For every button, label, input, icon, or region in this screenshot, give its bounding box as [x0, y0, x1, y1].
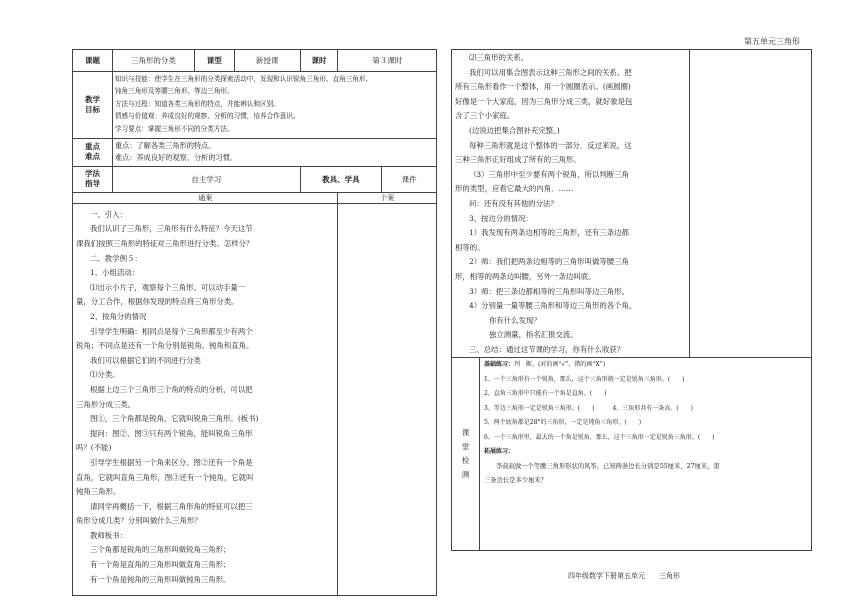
- goal-line: 方法与过程：知道各类三角形的特点，并能辨认和区别。: [114, 99, 280, 108]
- body-line: 含了三个小家庭。: [455, 111, 515, 121]
- body-line: 我们可以根据它们的不同进行分类: [90, 355, 201, 365]
- key-point: 重点：了解各类三角形的特点。: [114, 141, 216, 150]
- quiz-item: 2、直角三角形中只能有一个角是直角。( ): [483, 390, 607, 398]
- key-label: 重点难点: [73, 139, 113, 167]
- extension-label: 拓展练习：: [483, 448, 514, 456]
- body-line: 有一个角是钝角的三角形叫做钝角三角形。: [90, 574, 231, 584]
- body-line: 我们可以用集合图表示这种三角形之间的关系。把: [469, 67, 632, 77]
- basic-practice-label: 基础练习：: [483, 361, 514, 369]
- body-line: 钝角三角形。: [76, 487, 121, 497]
- body-line: 请同学再概括一下，根据三角形角的特征可以把三: [90, 501, 253, 511]
- body-line: 引导学生明确：相同点是每个三角形都至少有两个: [90, 326, 253, 336]
- method-label: 学法指导: [73, 166, 113, 192]
- body-line: 2）师：我们把两条边相等的三角形叫做等腰三角: [469, 257, 629, 267]
- body-line: （3）三角形中至少要有两个锐角，所以判断三角: [469, 169, 629, 179]
- body-line: 3）师：把三条边都相等的三角形叫等边三角形。: [469, 286, 629, 296]
- extension-line: 李叔叔做一个等腰三角形形状的风筝，已知两条边长分别是55厘米，27厘米，第: [495, 462, 720, 470]
- body-line: 好像是一个大家庭，因为三角形分成三类，就好象是包: [455, 96, 633, 106]
- body-line: 形，相等的两条边叫腰，另外一条边叫底。: [455, 271, 596, 281]
- quiz-item: 1、一个三角形有一个锐角，那么，这个三角形就一定是锐角三角形。( ): [483, 375, 685, 383]
- tools-value: 课件: [382, 166, 437, 192]
- body-line: 引导学生根据另一个角来区分。图②还有一个角是: [90, 457, 253, 467]
- ke-shi-label: 课时: [300, 50, 338, 72]
- goal-line: 学习要点：掌握三角形不同的分类方法。: [114, 124, 234, 133]
- goal-line: 知识与技能：使学生在三角形的分类探索活动中，发现和认识锐角三角形、直角三角形、: [114, 75, 373, 83]
- body-line: 图①，三个角都是锐角，它就叫锐角三角形。(板书): [90, 414, 259, 424]
- body-line: 二、教学例５：: [90, 253, 142, 263]
- header-unit-label: 第五单元三角形: [744, 37, 800, 46]
- basic-practice-instruction: 判 断。(对的画“√”，错的画“X”): [514, 361, 606, 369]
- quiz-item: 3、等边三角形一定是锐角三角形。( ) 4、三角形共有一条高。( ): [483, 404, 693, 412]
- lesson-body: [73, 203, 338, 595]
- body-line: 有一个角是直角的三角形叫做直角三角形；: [90, 560, 231, 570]
- body-line: 一、引入：: [90, 209, 127, 219]
- body-line: 课我们按照三角形的特征对三角形进行分类。怎样分？: [76, 239, 254, 248]
- left-lesson-table: [72, 49, 437, 596]
- body-line: ⑵三角形的关系。: [469, 53, 529, 62]
- body-line: ⑴出示小片子，观察每个三角形。可以动手量一: [90, 282, 246, 292]
- body-line: 问：还有没有其他的分法？: [469, 198, 558, 208]
- ke-ti-label: 课题: [73, 50, 113, 72]
- body-line: 2、按角分的情况: [90, 311, 147, 321]
- body-line: 三种三角形正好组成了所有的三角形。: [455, 155, 581, 165]
- right-lesson-body: [452, 50, 690, 358]
- right-personal-notes-cell: [689, 50, 811, 358]
- tools-label: 教具、学具: [300, 166, 382, 192]
- body-line: 所有三角形看作一个整体，用一个圆圈表示。(画圆圈): [455, 82, 631, 92]
- goals-cell: [112, 72, 436, 139]
- col-common-header: 通案: [73, 192, 338, 203]
- body-line: 三个角都是锐角的三角形叫做锐角三角形；: [90, 545, 231, 555]
- quiz-item: 6、一个三角形里，最大的一个角是锐角，那么，这个三角形一定是锐角三角形。( ): [483, 433, 715, 441]
- body-line: 提问：图②、图③只有两个锐角，能叫锐角三角形: [90, 428, 253, 438]
- personal-notes-cell: [338, 203, 437, 595]
- body-line: 直角，它就叫直角三角形，图③还有一个钝角，它就叫: [76, 472, 254, 482]
- body-line: 我们认识了三角形，三角形有什么特征？今天这节: [90, 224, 253, 234]
- body-line: 你有什么发现？: [489, 315, 541, 325]
- key-cell: [112, 139, 436, 167]
- ke-xing-label: 课型: [194, 50, 234, 72]
- body-line: 量，分工合作，根据你发现的特点将三角形分类。: [76, 297, 239, 307]
- body-line: 每种三角形就是这个整体的一部分．反过来说，这: [469, 140, 632, 150]
- extension-line: 三条边长是多少厘米？: [483, 477, 547, 485]
- method-value: 自主学习: [112, 166, 300, 192]
- body-line: 1、小组活动：: [90, 268, 140, 278]
- test-cell: [479, 358, 811, 551]
- body-line: 吗？(不能): [76, 443, 112, 453]
- body-line: ⑴分类。: [90, 370, 120, 380]
- ke-xing-value: 新授课: [234, 50, 300, 72]
- body-line: 3、按边分的情况：: [469, 213, 533, 223]
- body-line: 三、总结：通过这节课的学习，你有什么收获？: [469, 344, 625, 354]
- body-line: 角形分成几类？分别叫做什么三角形？: [76, 516, 202, 526]
- page-footer: 四年级数学下册第五单元 三角形: [568, 572, 680, 580]
- goals-label: 教学目标: [73, 72, 113, 139]
- body-line: (边说边把集合图补充完整。): [469, 125, 560, 135]
- body-line: 根据上边三个三角形三个角的特点的分析，可以把: [90, 384, 253, 394]
- test-label: 课堂检测: [452, 358, 480, 551]
- body-line: 相等的。: [455, 242, 485, 252]
- goal-line: 钝角三角形及等腰三角形、等边三角形。: [114, 87, 234, 96]
- body-line: 4）分别量一量等腰三角形和等边三角形的各个角，: [469, 301, 637, 311]
- ke-shi-value: 第３课时: [338, 50, 437, 72]
- body-line: 三角形分成三类。: [76, 399, 136, 409]
- body-line: 独立测量，指名汇报交流。: [489, 330, 578, 340]
- ke-ti-value: 三角形的分类: [112, 50, 194, 72]
- body-line: 教师板书：: [90, 530, 127, 540]
- col-personal-header: 个案: [338, 192, 437, 203]
- body-line: 形的类型，应看它最大的内角．……: [455, 184, 574, 194]
- difficulty-point: 难点：养成良好的观察、分析的习惯。: [114, 153, 238, 163]
- body-line: 1）我发现有两条边相等的三角形，还有三条边都: [469, 228, 629, 238]
- goal-line: 情感与价值观：养成良好的观察、分析的习惯，培养合作意识。: [114, 112, 300, 121]
- quiz-item: 5、两个底角都是28°的三角形，一定是钝角三角形。( ): [483, 419, 642, 427]
- right-lesson-table: [451, 49, 812, 551]
- body-line: 锐角；不同点是还有一个角分别是锐角、钝角和直角。: [76, 341, 254, 351]
